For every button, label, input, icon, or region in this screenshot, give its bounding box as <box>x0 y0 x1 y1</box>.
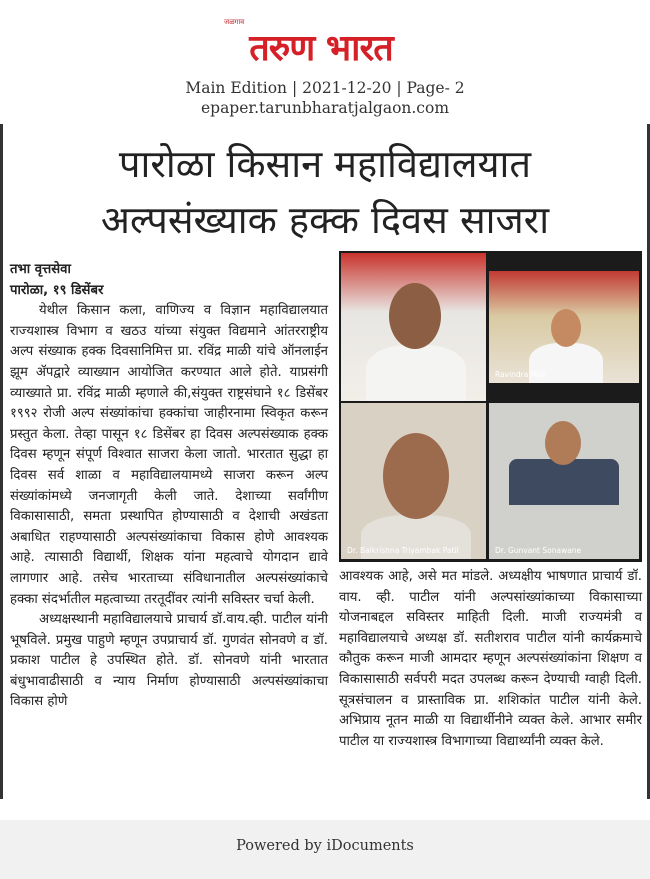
article-left-column <box>10 260 328 713</box>
site-url[interactable]: epaper.tarunbharatjalgaon.com <box>200 99 450 117</box>
logo-text: तरुण भारत <box>249 28 393 69</box>
edition-line: Main Edition | 2021-12-20 | Page- 2 <box>185 79 465 97</box>
photo-speaker-2 <box>489 271 639 383</box>
person-face <box>551 309 581 347</box>
person-body <box>509 459 619 505</box>
byline-dateline: पारोळा, १९ डिसेंबर <box>10 282 104 298</box>
person-face <box>383 433 449 519</box>
person-face <box>545 421 581 465</box>
person-body <box>366 345 466 401</box>
logo-city-label: जळगाव <box>224 18 245 26</box>
zoom-meeting-photo <box>339 251 642 562</box>
photo-caption-3: Dr. Balkrishna Triyambak Patil <box>347 546 459 555</box>
photo-speaker-1 <box>341 253 486 401</box>
photo-caption-4: Dr. Gunvant Sonawane <box>495 546 582 555</box>
person-face <box>389 283 441 349</box>
left-border <box>0 124 3 799</box>
photo-speaker-3 <box>341 403 486 559</box>
headline-line-1: पारोळा किसान महाविद्यालयात <box>118 142 532 186</box>
powered-by-label[interactable]: Powered by iDocuments <box>236 838 414 854</box>
article-paragraph-1: येथील किसान कला, वाणिज्य व विज्ञान महाविद्यालयात राज्यशास्त्र विभाग व खठउ यांच्या संयुक्त विद्यमाने आंतरराष्ट्रीय अल्प संख्याक हक्क दिवसानिमित्त प्रा. रविंद्र माळी यांचे ऑनलाईन झूम ॲपद्वारे व्याख्यान आयोजित करण्यात आले होते. याप्रसंगी व्याख्याते प्रा. रविंद्र माळी म्हणाले की,संयुक्त राष्ट्रसंघाने १८ डिसेंबर १९९२ रोजी अल्प संख्यांकांचा हक्कांचा जाहीरनामा स्विकृत करून प्रस्तुत केला. तेव्हा पासून १८ डिसेंबर हा दिवस अल्पसंख्याक हक्क दिवस म्हणून संपूर्ण विश्वात साजरा केला जातो. भारतात सुद्धा हा दिवस सर्व शाळा व महाविद्यालयामध्ये साजरा करून अल्प संख्यांकांमध्ये जनजागृती केली जाते. देशाच्या सर्वांगीण विकासासाठी, समता प्रस्थापित होण्यासाठी व देशाची अखंडता अबाधित राहण्यासाठी अल्पसंख्यांकाचा विकास होणे आवश्यक आहे. त्यासाठी विद्यार्थी, शिक्षक यांना महत्वाचे योगदान द्यावे लागणार आहे. तसेच भारताच्या संविधानातील अल्पसंख्यांकाचे हक्का संदर्भातील महत्वाच्या तरतूदींवर त्यांनी सविस्तर चर्चा केली. <box>10 303 328 607</box>
newspaper-logo[interactable] <box>196 18 446 72</box>
article-paragraph-2: अध्यक्षस्थानी महाविद्यालयाचे प्राचार्य डॉ.वाय.व्ही. पाटील यांनी भूषविले. प्रमुख पाहुणे म्हणून उपप्राचार्य डॉ. गुणवंत सोनवणे व डॉ. प्रकाश पाटील हे उपस्थित होते. डॉ. सोनवणे यांनी भारतात बंधुभावाढीसाठी व न्याय निर्माण होण्यासाठी अल्पसंख्यांकाचा विकास होणे <box>10 612 328 710</box>
article-paragraph-3: आवश्यक आहे, असे मत मांडले. अध्यक्षीय भाषणात प्राचार्य डॉ. वाय. व्ही. पाटील यांनी अल्पसांख्यांकाच्या विकासाच्या योजनाबद्दल सविस्तर माहिती दिली. माजी राज्यमंत्री व महाविद्यालयाचे अध्यक्ष डॉ. सतीशराव पाटील यांनी कार्यक्रमाचे कौतुक करून माजी आमदार म्हणून अल्पसंख्यांकांना शिक्षण व विकासासाठी सर्वपरी मदत उपलब्ध करून देण्याची ग्वाही दिली. सूत्रसंचालन व प्रास्ताविक प्रा. शशिकांत पाटील यांनी केले. अभिप्राय नूतन माळी या विद्यार्थीनीने व्यक्त केले. आभार समीर पाटील या राज्यशास्त्र विभागाच्या विद्यार्थ्यांनी व्यक्त केले. <box>339 569 642 749</box>
photo-caption-2: Ravindra Mali <box>495 370 546 379</box>
photo-speaker-4 <box>489 403 639 559</box>
byline-agency: तभा वृत्तसेवा <box>10 262 71 277</box>
masthead <box>0 0 650 120</box>
headline-line-2: अल्पसंख्याक हक्क दिवस साजरा <box>100 198 550 242</box>
article-right-column <box>339 567 642 752</box>
